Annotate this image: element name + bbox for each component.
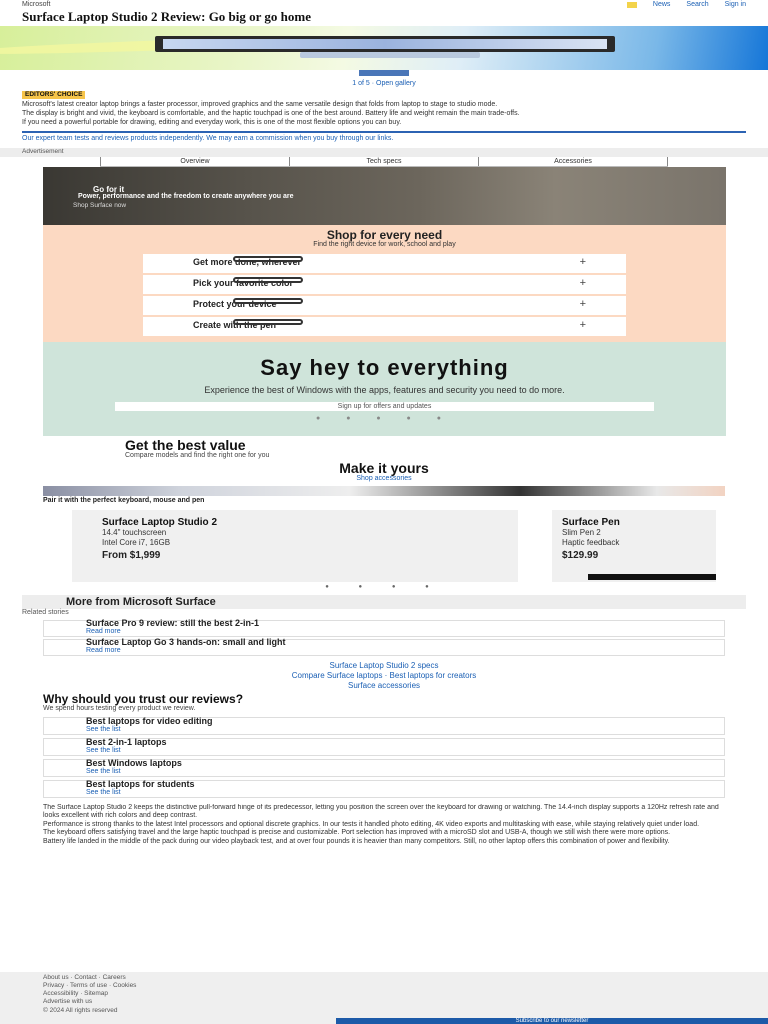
related-story[interactable]: Surface Pro 9 review: still the best 2-in-1 Read more xyxy=(43,620,725,637)
footer-link[interactable]: Privacy · Terms of use · Cookies xyxy=(43,982,137,990)
plus-icon[interactable]: + xyxy=(579,319,586,332)
article-paragraph: Battery life landed in the middle of the pack during our video playback test, and at over four pounds it is heavier than many competitors. Still, no other laptop offers this combination of power and flexibility. xyxy=(43,837,670,845)
list-link-item[interactable]: Best Windows laptops See the list xyxy=(43,759,725,777)
accordion-row[interactable]: Pick your favorite color + xyxy=(143,275,626,294)
copyright-text: © 2024 All rights reserved xyxy=(43,1006,118,1014)
shop-accessories-link[interactable]: Shop accessories xyxy=(356,475,412,483)
plus-icon[interactable]: + xyxy=(579,298,586,311)
gallery-thumbnail[interactable] xyxy=(359,70,409,76)
carousel-dots[interactable]: ● ● ● ● ● xyxy=(316,415,453,423)
laptop-image xyxy=(155,36,615,52)
product-price: $129.99 xyxy=(562,549,599,561)
promo-photo xyxy=(43,167,726,225)
trust-heading: Why should you trust our reviews? xyxy=(43,691,244,706)
signup-section xyxy=(43,342,726,437)
footer-link[interactable]: Advertise with us xyxy=(43,998,93,1006)
hero-banner[interactable] xyxy=(0,26,768,70)
intro-paragraph: The display is bright and vivid, the keyboard is comfortable, and the haptic touchpad is one of the best around. Battery life and weight remain the main trade-offs. xyxy=(22,109,520,117)
article-paragraph: Performance is strong thanks to the latest Intel processors and optional discrete graphics. In our tests it handled photo editing, 4K video exports and multitasking with ease, while staying relatively quiet under load. xyxy=(43,820,700,828)
signup-input[interactable]: Sign up for offers and updates xyxy=(115,402,654,411)
article-body xyxy=(43,804,725,932)
intro-paragraph: If you need a powerful portable for drawing, editing and everyday work, this is one of the most flexible options you can buy. xyxy=(22,119,402,127)
ad-bar: Advertisement xyxy=(0,148,768,157)
footer-link[interactable]: Accessibility · Sitemap xyxy=(43,990,109,998)
device-icon xyxy=(233,277,303,283)
page-footer xyxy=(0,972,768,1024)
plus-icon[interactable]: + xyxy=(579,256,586,269)
nav-link-sign-in[interactable]: Sign in xyxy=(724,0,746,8)
list-link-item[interactable]: Best 2-in-1 laptops See the list xyxy=(43,738,725,756)
carousel-dots[interactable]: ● ● ● ● xyxy=(325,583,443,590)
region-flag-icon[interactable] xyxy=(627,2,637,8)
related-section-subtitle: Related stories xyxy=(22,609,69,617)
list-link-item[interactable]: Best laptops for students See the list xyxy=(43,780,725,798)
accordion-title: Shop for every need xyxy=(326,227,443,242)
accordion-section xyxy=(43,225,726,342)
value-heading: Get the best value Compare models and find the right one for you xyxy=(125,438,643,459)
signup-headline: Say hey to everything xyxy=(260,354,509,380)
divider xyxy=(22,131,746,133)
product-card[interactable]: Surface Pen Slim Pen 2 Haptic feedback $129.99 xyxy=(552,510,716,582)
buy-button[interactable] xyxy=(588,574,716,580)
subscribe-button[interactable]: Subscribe to our newsletter xyxy=(336,1018,768,1024)
nav-link-search[interactable]: Search xyxy=(686,0,709,8)
list-link-item[interactable]: Best laptops for video editing See the list xyxy=(43,717,725,735)
device-icon xyxy=(233,298,303,304)
accessories-banner[interactable] xyxy=(43,486,725,496)
footer-link[interactable]: About us · Contact · Careers xyxy=(43,974,126,981)
editors-choice-badge: EDITORS' CHOICE xyxy=(22,91,85,99)
product-price: From $1,999 xyxy=(102,549,161,561)
product-card[interactable]: Surface Laptop Studio 2 14.4" touchscreen Intel Core i7, 16GB From $1,999 xyxy=(72,510,518,582)
promo-panel xyxy=(43,167,726,436)
related-link[interactable]: Surface Laptop Studio 2 specs xyxy=(329,660,439,670)
accordion-row[interactable]: Get more done, wherever + xyxy=(143,254,626,273)
tab-accessories[interactable]: Accessories xyxy=(478,157,668,166)
related-links xyxy=(0,661,768,691)
page-title: Surface Laptop Studio 2 Review: Go big or go home xyxy=(22,9,312,24)
signup-description: Experience the best of Windows with the apps, features and security you need to do more. xyxy=(204,385,565,396)
make-it-yours-heading: Make it yours xyxy=(339,460,429,477)
product-card-title: Surface Pen xyxy=(562,516,620,528)
disclosure-text[interactable]: Our expert team tests and reviews products independently. We may earn a commission when you buy through our links. xyxy=(22,135,394,143)
accessories-caption: Pair it with the perfect keyboard, mouse and pen xyxy=(43,496,205,504)
product-tabs xyxy=(100,157,668,167)
accordion-row[interactable]: Protect your device + xyxy=(143,296,626,315)
tab-overview[interactable]: Overview xyxy=(100,157,289,166)
trust-subheading: We spend hours testing every product we review. xyxy=(43,704,196,712)
article-paragraph: The Surface Laptop Studio 2 keeps the distinctive pull-forward hinge of its predecessor, letting you position the screen over the keyboard for drawing or watching. The 14.4-inch display supports a 120Hz refresh rate and looks excellent with rich colors and deep contrast. xyxy=(43,803,719,820)
related-link[interactable]: Compare Surface laptops · Best laptops for creators xyxy=(291,670,477,680)
related-section-title: More from Microsoft Surface xyxy=(22,595,746,609)
device-icon xyxy=(233,319,303,325)
nav-link-news[interactable]: News xyxy=(652,0,671,8)
intro-section xyxy=(0,91,768,127)
product-cards xyxy=(72,510,768,582)
related-story[interactable]: Surface Laptop Go 3 hands-on: small and light Read more xyxy=(43,639,725,656)
related-link[interactable]: Surface accessories xyxy=(347,680,421,690)
product-card-title: Surface Laptop Studio 2 xyxy=(102,516,218,528)
plus-icon[interactable]: + xyxy=(579,277,586,290)
device-icon xyxy=(233,256,303,262)
intro-paragraph: Microsoft's latest creator laptop brings a faster processor, improved graphics and the same versatile design that folds from laptop to stage to studio mode. xyxy=(22,100,498,108)
article-paragraph: The keyboard offers satisfying travel and the large haptic touchpad is precise and customizable. Port selection has improved with a microSD slot and USB-A, though we still wish there were more options. xyxy=(43,829,671,837)
tab-tech-specs[interactable]: Tech specs xyxy=(289,157,478,166)
accordion-subtitle: Find the right device for work, school and play xyxy=(313,240,456,248)
shop-now-link[interactable]: Shop Surface now xyxy=(73,201,127,209)
brand-logo[interactable]: Microsoft xyxy=(22,0,51,8)
open-gallery-link[interactable]: 1 of 5 · Open gallery xyxy=(352,79,416,87)
accordion-row[interactable]: Create with the pen + xyxy=(143,317,626,336)
promo-subtitle: Power, performance and the freedom to create anywhere you are xyxy=(78,192,294,200)
value-subheading: Compare models and find the right one for you xyxy=(125,452,270,460)
promo-title: Go for it xyxy=(93,184,125,194)
